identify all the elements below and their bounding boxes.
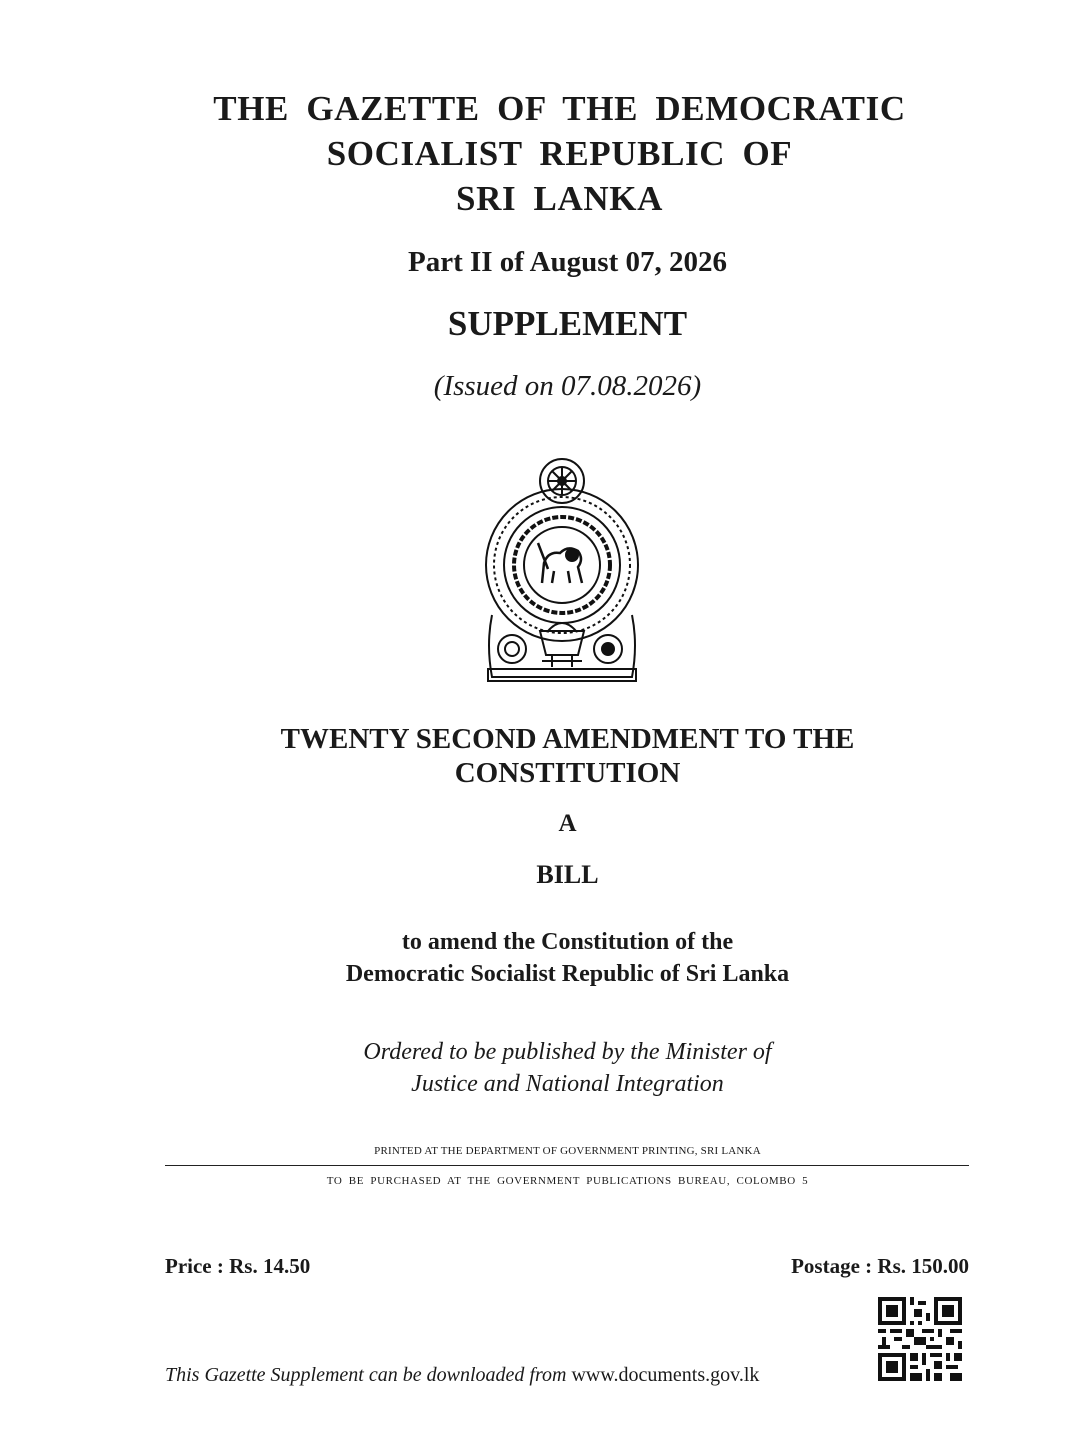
part-date: Part II of August 07, 2026	[407, 246, 727, 278]
download-text: This Gazette Supplement can be downloaded from	[165, 1364, 567, 1386]
gazette-title-line1: THE GAZETTE OF THE DEMOCRATIC	[213, 89, 906, 128]
price-label: Price : Rs. 14.50	[165, 1254, 311, 1278]
qr-code-icon	[878, 1297, 962, 1381]
ordered-by-line2: Justice and National Integration	[411, 1071, 724, 1097]
issued-date: (Issued on 07.08.2026)	[433, 370, 702, 402]
bill-article: A	[558, 810, 577, 837]
bill-label: BILL	[536, 860, 599, 889]
supplement-heading: SUPPLEMENT	[447, 304, 688, 343]
bill-title	[28, 722, 1079, 790]
purchase-note: TO BE PURCHASED AT THE GOVERNMENT PUBLICATIONS BUREAU, COLOMBO 5	[326, 1175, 809, 1187]
printed-note: PRINTED AT THE DEPARTMENT OF GOVERNMENT PRINTING, SRI LANKA	[374, 1145, 761, 1157]
bill-purpose-line2: Democratic Socialist Republic of Sri Lanka	[345, 961, 790, 987]
gazette-title-line3: SRI LANKA	[456, 179, 663, 218]
postage-label: Postage : Rs. 150.00	[791, 1254, 969, 1278]
bill-purpose-line1: to amend the Constitution of the	[401, 929, 734, 955]
download-note	[165, 1364, 759, 1387]
ordered-by	[28, 1036, 1079, 1100]
ordered-by-line1: Ordered to be published by the Minister of	[363, 1039, 772, 1065]
gazette-title-line2: SOCIALIST REPUBLIC OF	[326, 134, 793, 173]
download-link[interactable]: www.documents.gov.lk	[571, 1364, 760, 1386]
bill-title-line1: TWENTY SECOND AMENDMENT TO THE	[280, 723, 855, 755]
sri-lanka-national-emblem-icon	[482, 455, 642, 685]
gazette-title	[20, 86, 1079, 221]
bill-purpose	[28, 926, 1079, 990]
footer-divider	[165, 1165, 969, 1166]
bill-title-line2: CONSTITUTION	[454, 757, 681, 789]
